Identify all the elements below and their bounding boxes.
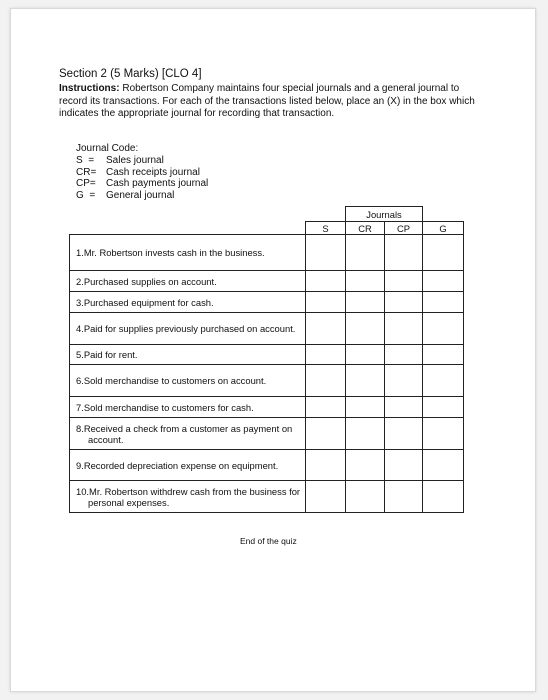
answer-cell-s[interactable]: [306, 365, 346, 397]
journal-code-name: Cash payments journal: [106, 178, 209, 190]
journal-code-key: G =: [76, 190, 96, 202]
column-header-row: [70, 222, 464, 235]
answer-cell-cr[interactable]: [346, 418, 385, 450]
column-header-g: G: [423, 222, 464, 235]
answer-cell-g[interactable]: [423, 481, 464, 513]
journal-code-item: [76, 178, 208, 190]
answer-cell-g[interactable]: [423, 450, 464, 481]
transaction-label: 3.Purchased equipment for cash.: [70, 292, 306, 313]
transaction-row: [70, 313, 464, 345]
transaction-row: [70, 292, 464, 313]
section-title: Section 2 (5 Marks) [CLO 4]: [59, 68, 202, 80]
transaction-row: [70, 450, 464, 481]
answer-cell-cr[interactable]: [346, 345, 385, 365]
transaction-label: 9.Recorded depreciation expense on equipment.: [70, 450, 306, 481]
transaction-row: [70, 345, 464, 365]
answer-cell-s[interactable]: [306, 313, 346, 345]
journal-code-key: CP=: [76, 178, 96, 190]
journal-table: [69, 206, 464, 513]
transaction-row: [70, 397, 464, 418]
header-blank-cell: [306, 207, 346, 222]
instructions-text: Robertson Company maintains four special journals and a general journal to record its transactions. For each of the transactions listed below, place an (X) in the box which indicates the appropriate journal for recording that transaction.: [59, 83, 475, 120]
journal-code-item: [76, 167, 208, 179]
journal-code-name: General journal: [106, 190, 175, 202]
journal-code-item: [76, 190, 208, 202]
header-blank-cell: [70, 222, 306, 235]
journal-code-key: S =: [76, 154, 95, 166]
answer-cell-cr[interactable]: [346, 450, 385, 481]
answer-cell-g[interactable]: [423, 313, 464, 345]
answer-cell-cp[interactable]: [385, 418, 423, 450]
answer-cell-g[interactable]: [423, 418, 464, 450]
header-blank-cell: [423, 207, 464, 222]
answer-cell-g[interactable]: [423, 235, 464, 271]
journal-code-heading: Journal Code:: [76, 143, 139, 154]
answer-cell-s[interactable]: [306, 235, 346, 271]
answer-cell-cr[interactable]: [346, 397, 385, 418]
transaction-row: [70, 481, 464, 513]
journal-code-item: [76, 155, 208, 167]
answer-cell-cr[interactable]: [346, 292, 385, 313]
answer-cell-cr[interactable]: [346, 313, 385, 345]
answer-cell-cr[interactable]: [346, 271, 385, 292]
answer-cell-g[interactable]: [423, 292, 464, 313]
column-header-s: S: [306, 222, 346, 235]
journal-code-name: Cash receipts journal: [106, 166, 200, 178]
answer-cell-s[interactable]: [306, 418, 346, 450]
answer-cell-cp[interactable]: [385, 235, 423, 271]
transaction-label: 7.Sold merchandise to customers for cash.: [70, 397, 306, 418]
end-of-quiz-note: End of the quiz: [240, 536, 297, 546]
column-header-cp: CP: [385, 222, 423, 235]
instructions-paragraph: [59, 83, 481, 121]
answer-cell-s[interactable]: [306, 450, 346, 481]
answer-cell-cp[interactable]: [385, 313, 423, 345]
answer-cell-cp[interactable]: [385, 397, 423, 418]
answer-cell-cp[interactable]: [385, 365, 423, 397]
answer-cell-cp[interactable]: [385, 450, 423, 481]
answer-cell-g[interactable]: [423, 365, 464, 397]
answer-cell-s[interactable]: [306, 292, 346, 313]
journal-code-legend: [76, 143, 208, 202]
answer-cell-cr[interactable]: [346, 235, 385, 271]
answer-cell-s[interactable]: [306, 345, 346, 365]
answer-cell-g[interactable]: [423, 271, 464, 292]
transaction-label: 8.Received a check from a customer as payment on account.: [70, 418, 306, 450]
answer-cell-cp[interactable]: [385, 292, 423, 313]
transaction-label: 6.Sold merchandise to customers on account.: [70, 365, 306, 397]
answer-cell-s[interactable]: [306, 481, 346, 513]
answer-cell-cp[interactable]: [385, 481, 423, 513]
answer-cell-cr[interactable]: [346, 481, 385, 513]
instructions-label: Instructions:: [59, 83, 120, 94]
transaction-row: [70, 365, 464, 397]
transaction-label: 2.Purchased supplies on account.: [70, 271, 306, 292]
answer-cell-g[interactable]: [423, 397, 464, 418]
journals-header-row: [70, 207, 464, 222]
transaction-row: [70, 271, 464, 292]
header-blank-cell: [70, 207, 306, 222]
transaction-label: 1.Mr. Robertson invests cash in the business.: [70, 235, 306, 271]
journal-code-name: Sales journal: [106, 154, 164, 166]
answer-cell-g[interactable]: [423, 345, 464, 365]
answer-cell-cr[interactable]: [346, 365, 385, 397]
transaction-label: 4.Paid for supplies previously purchased on account.: [70, 313, 306, 345]
column-header-cr: CR: [346, 222, 385, 235]
answer-cell-s[interactable]: [306, 397, 346, 418]
transaction-row: [70, 235, 464, 271]
journals-group-header: Journals: [346, 207, 423, 222]
transaction-label: 5.Paid for rent.: [70, 345, 306, 365]
journal-code-key: CR=: [76, 166, 97, 178]
answer-cell-cp[interactable]: [385, 271, 423, 292]
answer-cell-cp[interactable]: [385, 345, 423, 365]
transaction-label: 10.Mr. Robertson withdrew cash from the business for personal expenses.: [70, 481, 306, 513]
transaction-row: [70, 418, 464, 450]
answer-cell-s[interactable]: [306, 271, 346, 292]
